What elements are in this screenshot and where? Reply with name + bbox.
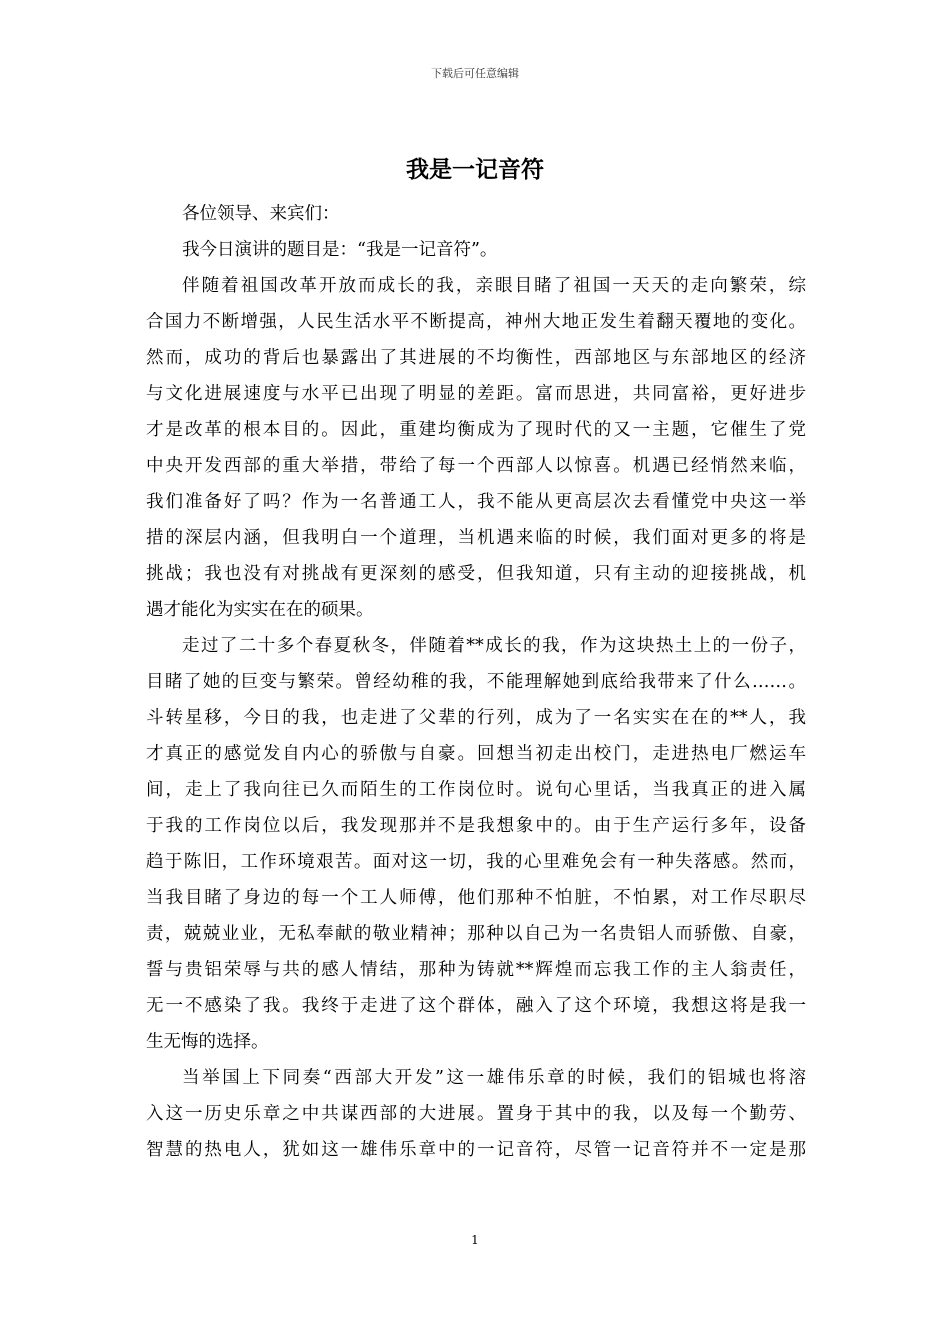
- text-line: 措的深层内涵，但我明白一个道理，当机遇来临的时候，我们面对更多的将是: [146, 528, 806, 548]
- text-line: 才是改革的根本目的。因此，重建均衡成为了现时代的又一主题，它催生了党: [146, 420, 806, 440]
- text-line: 然而，成功的背后也暴露出了其进展的不均衡性，西部地区与东部地区的经济: [146, 348, 806, 368]
- text-line: 我们准备好了吗？作为一名普通工人，我不能从更高层次去看懂党中央这一举: [146, 492, 806, 512]
- text-line: 入这一历史乐章之中共谋西部的大进展。置身于其中的我，以及每一个勤劳、: [146, 1104, 806, 1124]
- text-line: 当我目睹了身边的每一个工人师傅，他们那种不怕脏，不怕累，对工作尽职尽: [146, 888, 806, 908]
- text-line: 目睹了她的巨变与繁荣。曾经幼稚的我，不能理解她到底给我带来了什么……。: [146, 672, 806, 692]
- text-line: 我今日演讲的题目是：“我是一记音符”。: [182, 240, 498, 260]
- page-number: 1: [471, 1233, 479, 1247]
- text-line: 走过了二十多个春夏秋冬，伴随着**成长的我，作为这块热土上的一份子，: [182, 636, 806, 656]
- document-title: 我是一记音符: [406, 156, 544, 183]
- text-line: 生无悔的选择。: [146, 1032, 269, 1052]
- document-body: [146, 196, 806, 1168]
- text-line: 斗转星移，今日的我，也走进了父辈的行列，成为了一名实实在在的**人，我: [146, 708, 806, 728]
- text-line: 合国力不断增强，人民生活水平不断提高，神州大地正发生着翻天覆地的变化。: [146, 312, 806, 332]
- text-line: 责，兢兢业业，无私奉献的敬业精神；那种以自己为一名贵铝人而骄傲、自豪，: [146, 924, 806, 944]
- text-line: 各位领导、来宾们：: [182, 204, 340, 224]
- text-line: 与文化进展速度与水平已出现了明显的差距。富而思进，共同富裕，更好进步: [146, 384, 806, 404]
- text-line: 中央开发西部的重大举措，带给了每一个西部人以惊喜。机遇已经悄然来临，: [146, 456, 806, 476]
- text-line: 趋于陈旧，工作环境艰苦。面对这一切，我的心里难免会有一种失落感。然而，: [146, 852, 806, 872]
- text-line: 誓与贵铝荣辱与共的感人情结，那种为铸就**辉煌而忘我工作的主人翁责任，: [146, 960, 806, 980]
- text-line: 挑战；我也没有对挑战有更深刻的感受，但我知道，只有主动的迎接挑战，机: [146, 564, 806, 584]
- text-line: 间，走上了我向往已久而陌生的工作岗位时。说句心里话，当我真正的进入属: [146, 780, 806, 800]
- text-line: 智慧的热电人，犹如这一雄伟乐章中的一记音符，尽管一记音符并不一定是那: [146, 1140, 806, 1160]
- text-line: 当举国上下同奏“西部大开发”这一雄伟乐章的时候，我们的铝城也将溶: [182, 1068, 806, 1088]
- text-line: 伴随着祖国改革开放而成长的我，亲眼目睹了祖国一天天的走向繁荣，综: [182, 276, 806, 296]
- text-line: 于我的工作岗位以后，我发现那并不是我想象中的。由于生产运行多年，设备: [146, 816, 806, 836]
- text-line: 才真正的感觉发自内心的骄傲与自豪。回想当初走出校门，走进热电厂燃运车: [146, 744, 806, 764]
- header-note: 下载后可任意编辑: [431, 67, 519, 80]
- text-line: 无一不感染了我。我终于走进了这个群体，融入了这个环境，我想这将是我一: [146, 996, 806, 1016]
- text-line: 遇才能化为实实在在的硕果。: [146, 600, 374, 620]
